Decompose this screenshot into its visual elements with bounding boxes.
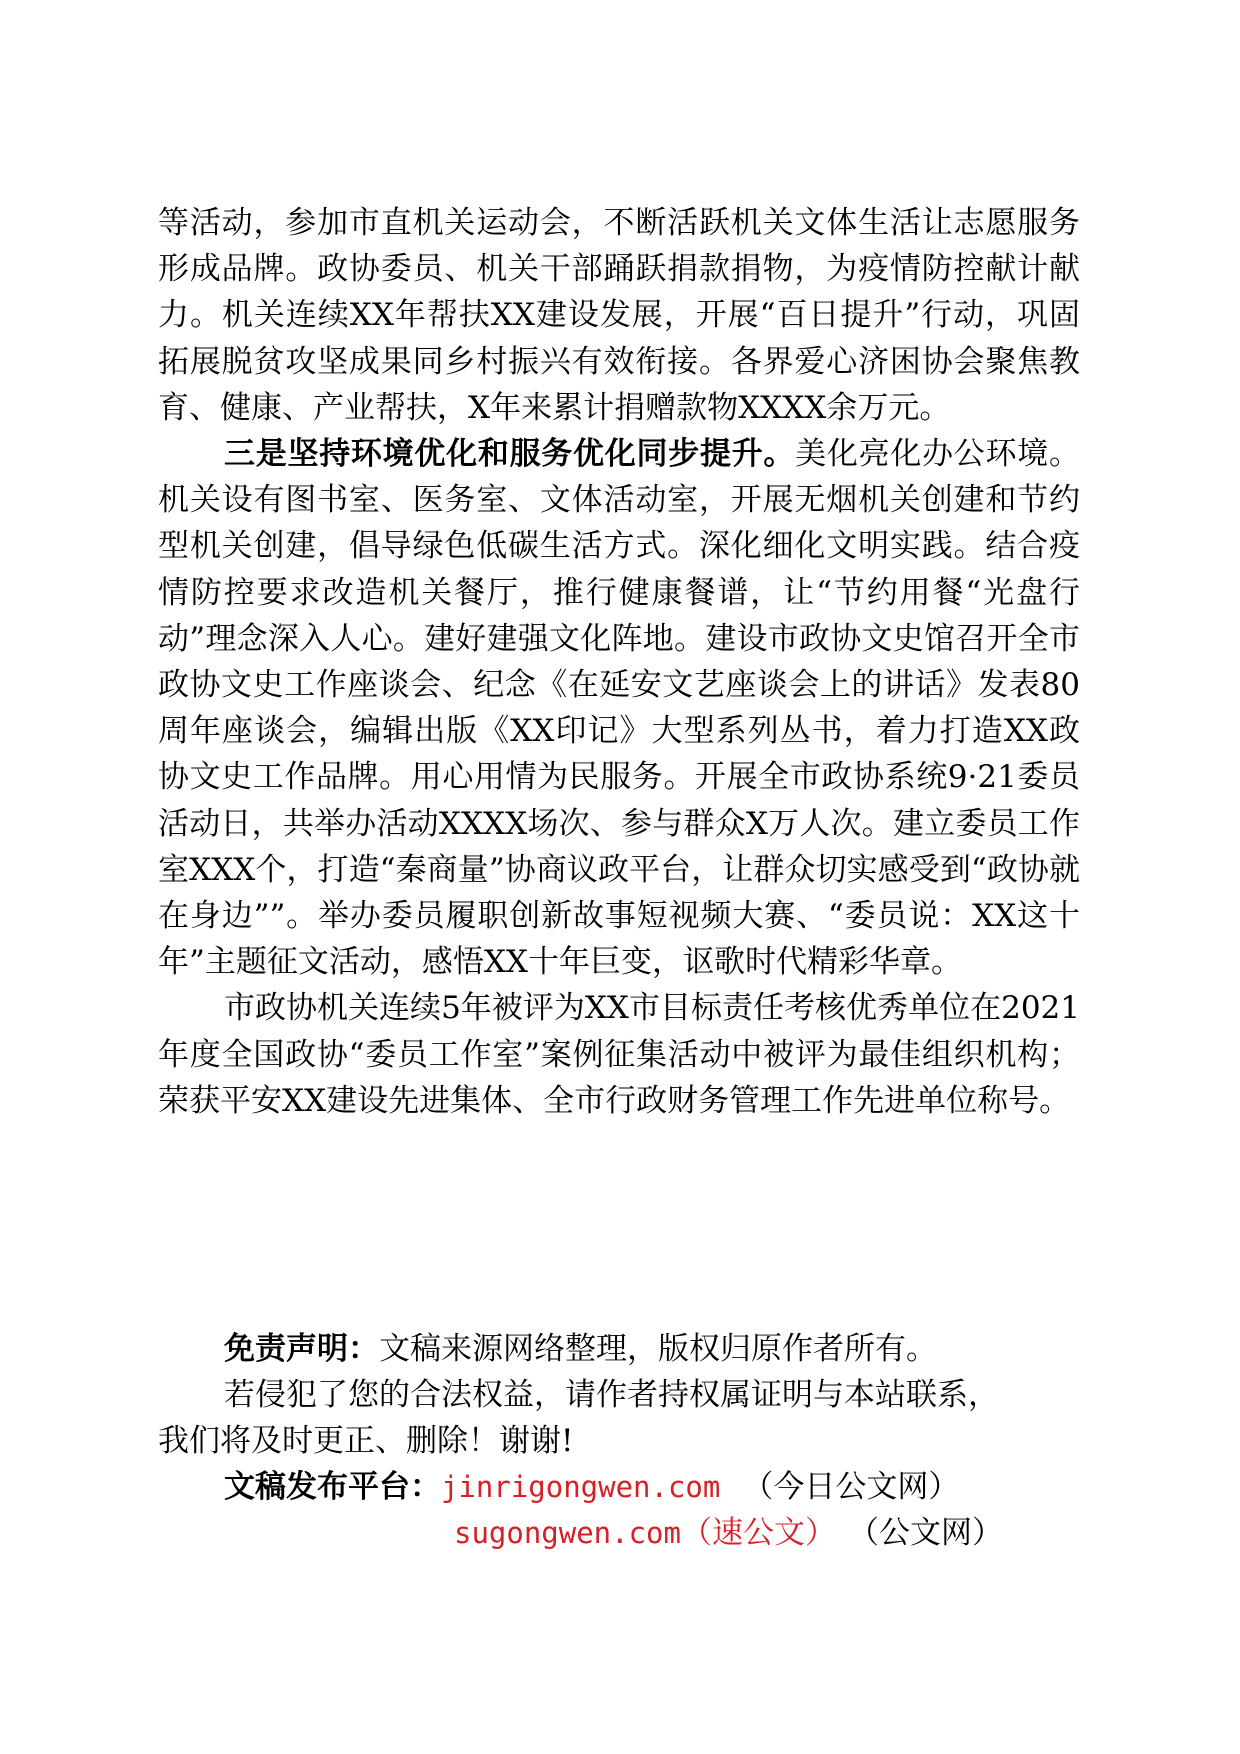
disclaimer-text-2: 若侵犯了您的合法权益，请作者持权属证明与本站联系， [224, 1377, 999, 1413]
platform-alias-2: （速公文） [680, 1515, 836, 1551]
paragraph-1 [158, 200, 1080, 431]
paragraph-2-text: 美化亮化办公环境。机关设有图书室、医务室、文体活动室，开展无烟机关创建和节约型机关创建，倡导绿色低碳生活方式。深化细化文明实践。结合疫情防控要求改造机关餐厅，推行健康餐谱，让“节约用餐“光盘行动”理念深入人心。建好建强文化阵地。建设市政协文史馆召开全市政协文史工作座谈会、纪念《在延安文艺座谈会上的讲话》发表80周年座谈会，编辑出版《XX印记》大型系列丛书，着力打造XX政协文史工作品牌。用心用情为民服务。开展全市政协系统9·21委员活动日，共举办活动XXXX场次、参与群众X万人次。建立委员工作室XXX个，打造“秦商量”协商议政平台，让群众切实感受到“政协就在身边””。举办委员履职创新故事短视频大赛、“委员说：XX这十年”主题征文活动，感悟XX十年巨变，讴歌时代精彩华章。 [158, 436, 1081, 981]
disclaimer-label: 免责声明： [224, 1331, 379, 1367]
document-body [158, 200, 1080, 1124]
paragraph-2-lead: 三是坚持环境优化和服务优化同步提升。 [224, 436, 796, 473]
platform-name-2: （公文网） [847, 1515, 1003, 1551]
platform-link-jinrigongwen[interactable]: jinrigongwen.com [441, 1470, 721, 1504]
platform-link-sugongwen[interactable]: sugongwen.com [454, 1516, 681, 1550]
platform-row-1 [224, 1464, 1084, 1510]
paragraph-2 [158, 431, 1080, 985]
paragraph-3-text: 市政协机关连续5年被评为XX市目标责任考核优秀单位在2021年度全国政协“委员工作室”案例征集活动中被评为最佳组织机构；荣获平安XX建设先进集体、全市行政财务管理工作先进单位称号。 [158, 990, 1080, 1119]
disclaimer-line-1 [158, 1326, 1080, 1372]
paragraph-1-text: 等活动，参加市直机关运动会，不断活跃机关文体生活让志愿服务形成品牌。政协委员、机关干部踊跃捐款捐物，为疫情防控献计献力。机关连续XX年帮扶XX建设发展，开展“百日提升”行动，巩固拓展脱贫攻坚成果同乡村振兴有效衔接。各界爱心济困协会聚焦教育、健康、产业帮扶，X年来累计捐赠款物XXXX余万元。 [158, 205, 1080, 426]
publish-platform [224, 1464, 1084, 1556]
disclaimer-text-3: 我们将及时更正、删除！谢谢! [158, 1423, 574, 1459]
platform-label: 文稿发布平台： [224, 1469, 441, 1505]
disclaimer-line-2 [158, 1372, 1080, 1418]
disclaimer [158, 1326, 1080, 1464]
paragraph-3 [158, 985, 1080, 1124]
platform-row-2 [224, 1510, 1084, 1556]
platform-name-1: （今日公文网） [742, 1469, 960, 1505]
disclaimer-line-3 [158, 1418, 1080, 1464]
disclaimer-text-1: 文稿来源网络整理，版权归原作者所有。 [379, 1331, 937, 1367]
